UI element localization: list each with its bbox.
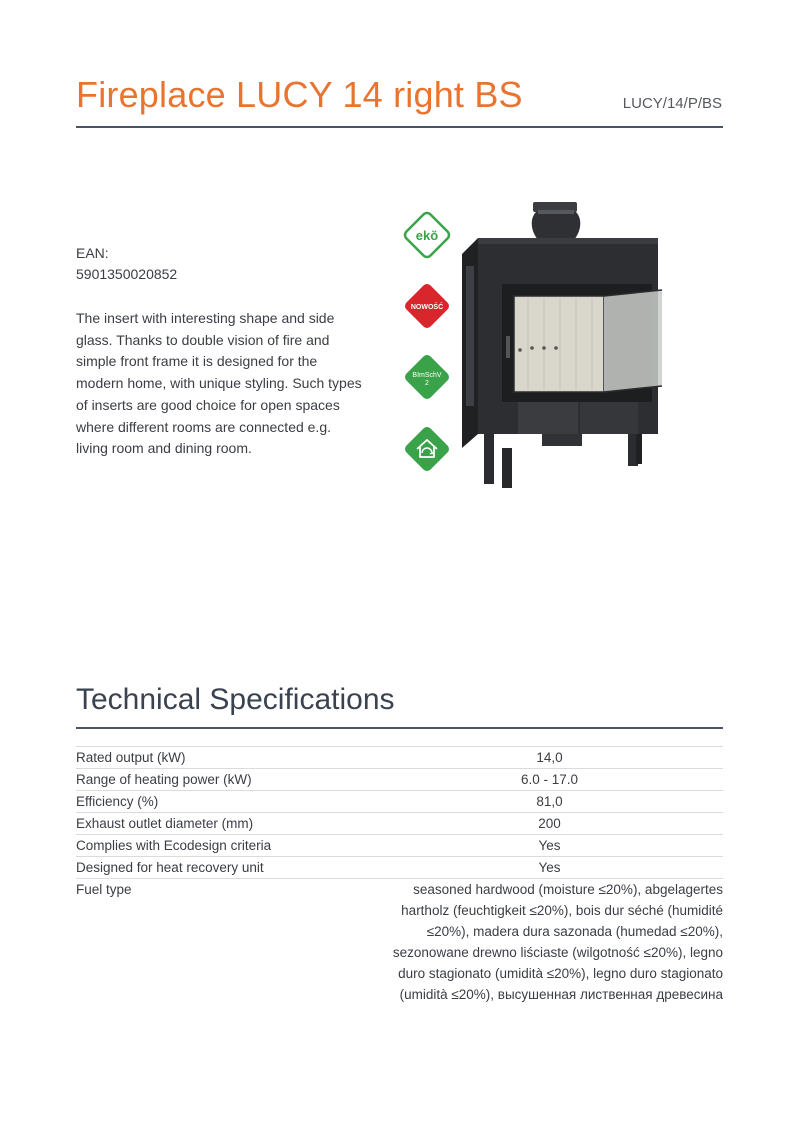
spec-label: Rated output (kW) (76, 747, 376, 769)
spec-value: 200 (376, 813, 723, 835)
fuel-type-label: Fuel type (76, 882, 132, 897)
spec-label: Complies with Ecodesign criteria (76, 835, 376, 857)
spec-label: Designed for heat recovery unit (76, 857, 376, 879)
table-row (76, 769, 723, 791)
table-row (76, 791, 723, 813)
spec-value: Yes (376, 857, 723, 879)
table-row (76, 813, 723, 835)
bimschv-badge (402, 352, 452, 402)
table-row-fuel (76, 879, 723, 1006)
house-cycle-icon (402, 424, 452, 474)
spec-value: Yes (376, 835, 723, 857)
specs-table (76, 746, 723, 1005)
spec-value: 81,0 (376, 791, 723, 813)
certificate-icon (402, 352, 452, 402)
spec-value: 6.0 - 17.0 (376, 769, 723, 791)
product-code: LUCY/14/P/BS (622, 95, 722, 112)
product-description: The insert with interesting shape and side glass. Thanks to double vision of fire and simple front frame it is designed for the modern home, with unique styling. Such types of inserts are good choice for open spaces where different rooms are connected e.g. living room and dining room. (76, 310, 362, 457)
eko-badge (402, 210, 452, 260)
nowosc-badge-text: NOWOŚĆ (410, 304, 444, 311)
table-row (76, 747, 723, 769)
leaf-icon (402, 210, 452, 260)
specs-divider (76, 727, 723, 729)
fireplace-product-image (458, 196, 668, 492)
ean-value: 5901350020852 (76, 266, 178, 282)
title-divider (76, 126, 723, 128)
fuel-type-value: seasoned hardwood (moisture ≤20%), abgelagertes hartholz (feuchtigkeit ≤20%), bois dur séché (humidité ≤20%), madera dura sazonada (humedad ≤20%), sezonowane drewno liściaste (wilgotność ≤20%), legno duro stagionato (umidità ≤20%), legno duro stagionato (umidità ≤20%), высушенная лиственная древесина (392, 882, 723, 1002)
table-row (76, 835, 723, 857)
spec-label: Exhaust outlet diameter (mm) (76, 813, 376, 835)
bimschv-badge-text: BImSchV (412, 372, 442, 379)
page-title: Fireplace LUCY 14 right BS (76, 74, 523, 115)
nowosc-badge (402, 281, 452, 331)
bimschv-badge-level: 2 (425, 380, 429, 387)
ean-label: EAN: (76, 245, 109, 261)
eko-badge-text: ekŏ (415, 228, 439, 243)
specs-title: Technical Specifications (76, 683, 395, 716)
spec-value: 14,0 (376, 747, 723, 769)
table-row (76, 857, 723, 879)
spec-label: Range of heating power (kW) (76, 769, 376, 791)
spec-label: Efficiency (%) (76, 791, 376, 813)
new-icon (402, 281, 452, 331)
heat-recovery-badge (402, 424, 452, 474)
